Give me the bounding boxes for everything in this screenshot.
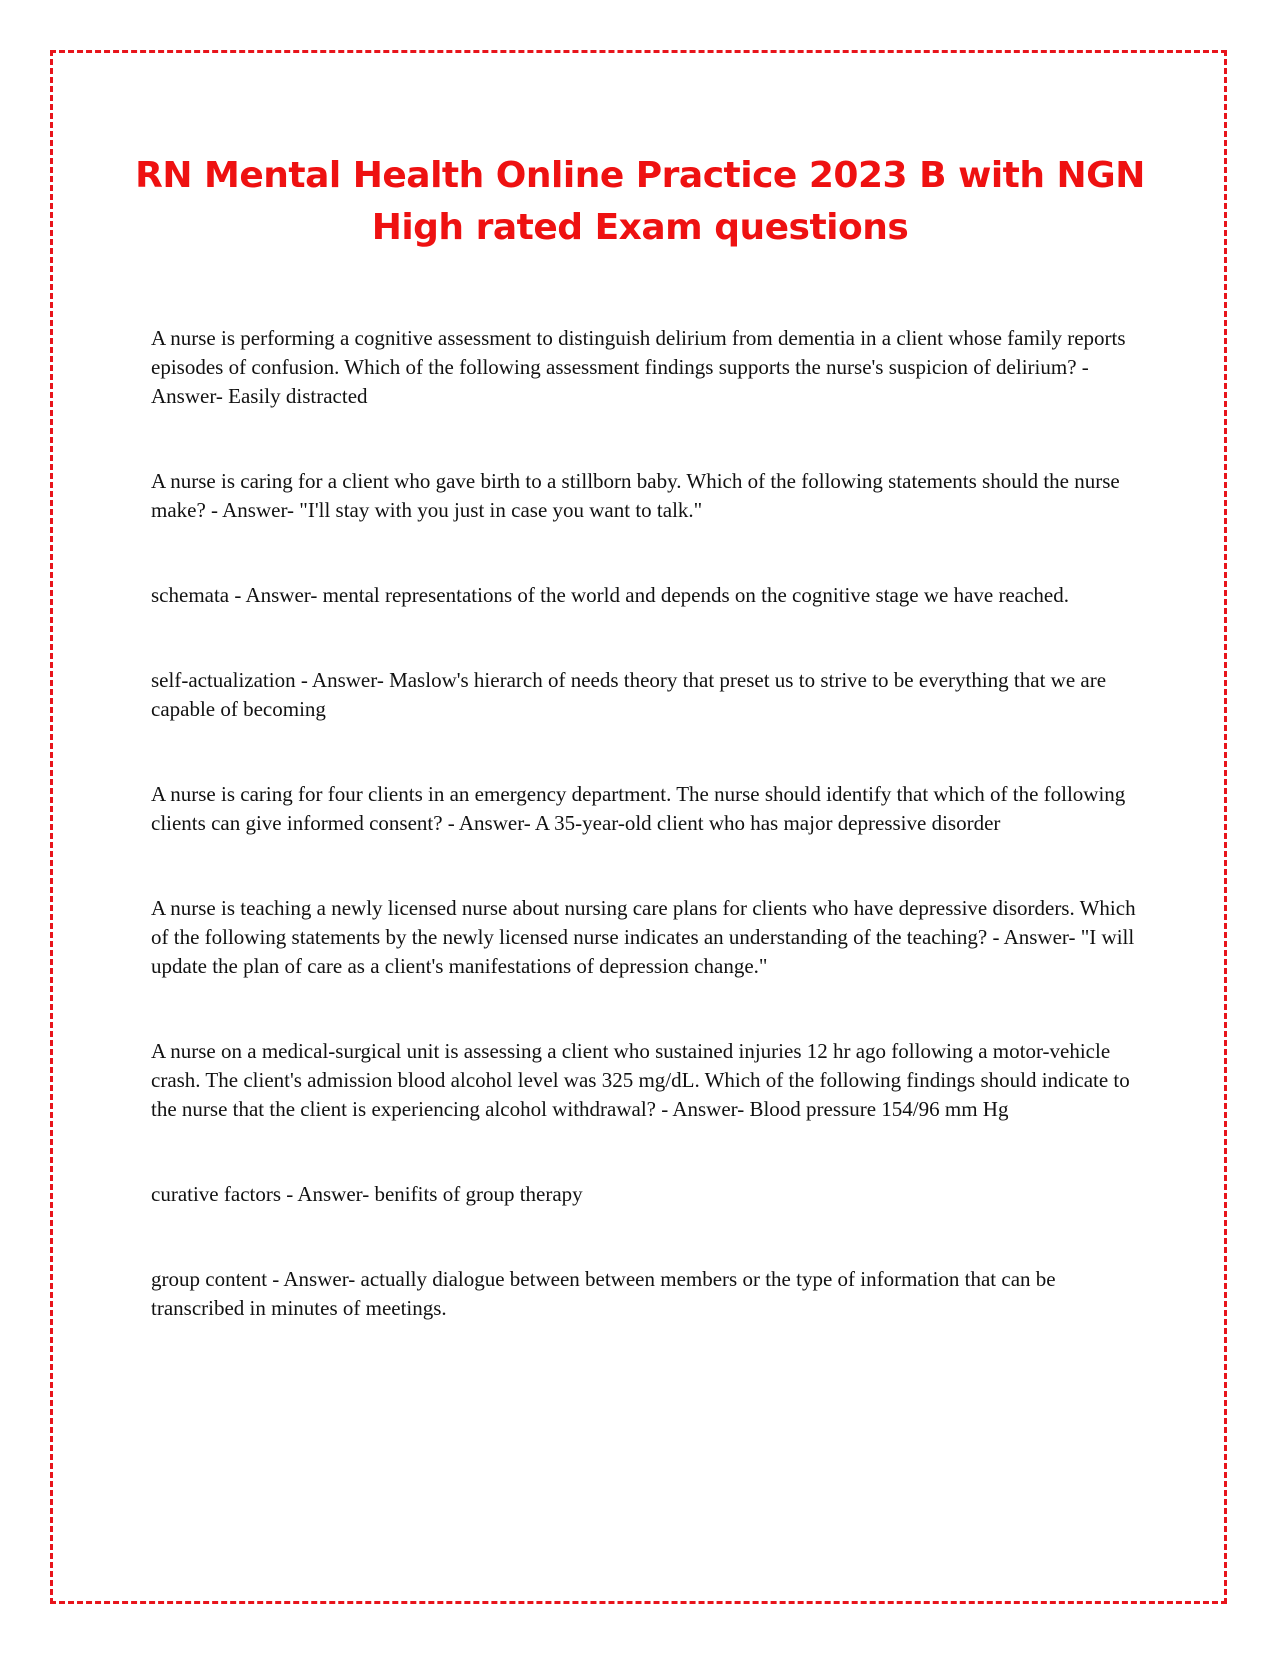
title-line-2: High rated Exam questions: [371, 207, 909, 248]
title-line-1: RN Mental Health Online Practice 2023 B with NGN: [135, 155, 1145, 196]
qa-item-5: A nurse is caring for four clients in an emergency department. The nurse should identify that which of the following clients can give informed consent? - Answer- A 35-year-old client who has major depressive disorder: [151, 782, 1126, 835]
page-title: [80, 150, 1200, 254]
qa-item-6: A nurse is teaching a newly licensed nurse about nursing care plans for clients who have depressive disorders. Which of the following statements by the newly licensed nurse indicates an understanding of the teaching? - Answer- "I will update the plan of care as a client's manifestations of depression change.": [151, 896, 1136, 978]
qa-item-8: curative factors - Answer- benifits of group therapy: [151, 1182, 583, 1206]
qa-item-2: A nurse is caring for a client who gave birth to a stillborn baby. Which of the following statements should the nurse make? - Answer- "I'll stay with you just in case you want to talk.": [151, 469, 1120, 522]
qa-item-1: A nurse is performing a cognitive assessment to distinguish delirium from dementia in a client whose family reports episodes of confusion. Which of the following assessment findings supports the nurse's suspicion of delirium? - Answer- Easily distracted: [151, 326, 1126, 408]
qa-item-4: self-actualization - Answer- Maslow's hierarch of needs theory that preset us to strive to be everything that we are capable of becoming: [151, 668, 1107, 721]
qa-item-7: A nurse on a medical-surgical unit is assessing a client who sustained injuries 12 hr ago following a motor-vehicle crash. The client's admission blood alcohol level was 325 mg/dL. Which of the following findings should indicate to the nurse that the client is experiencing alcohol withdrawal? - Answer- Blood pressure 154/96 mm Hg: [151, 1039, 1130, 1121]
qa-item-3: schemata - Answer- mental representations of the world and depends on the cognitive stage we have reached.: [151, 583, 1069, 607]
qa-item-9: group content - Answer- actually dialogue between between members or the type of information that can be transcribed in minutes of meetings.: [151, 1267, 1056, 1320]
qa-list: [151, 324, 1136, 1323]
